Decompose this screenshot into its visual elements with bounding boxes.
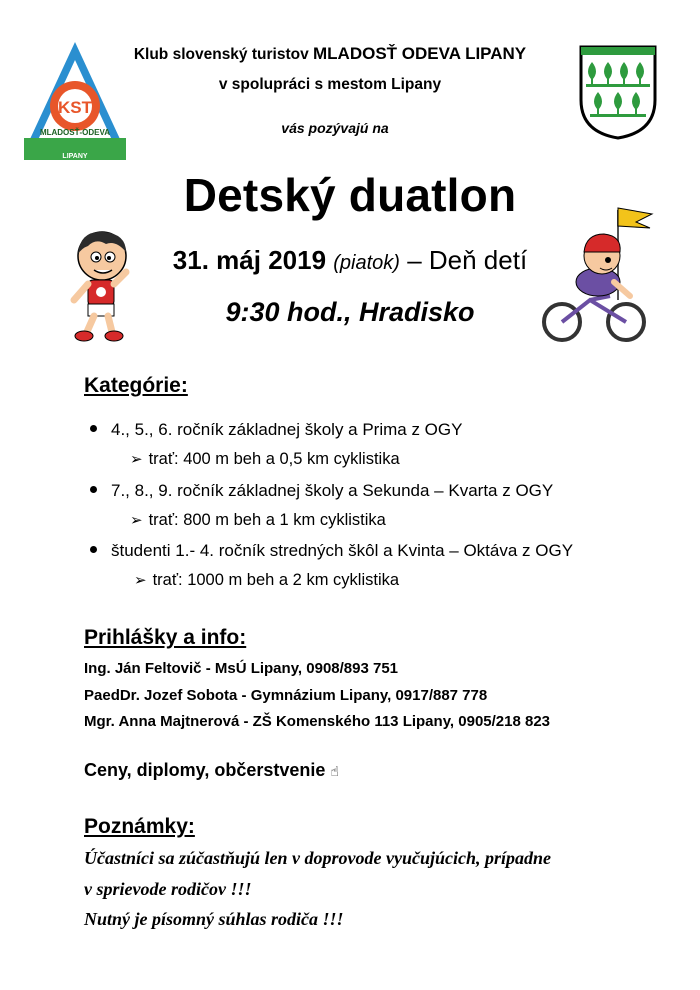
organizer-name: MLADOSŤ ODEVA LIPANY <box>313 44 527 63</box>
kst-place: LIPANY <box>62 153 88 160</box>
note-line: Účastníci sa zúčastňujú len v doprovode vyučujúcich, prípadne <box>84 848 552 868</box>
runner-boy-illustration <box>66 226 136 344</box>
track-label: trať: 400 m beh a 0,5 km cyklistika <box>148 450 400 468</box>
contact-line: PaedDr. Jozef Sobota - Gymnázium Lipany, 0917/887 778 <box>84 687 488 704</box>
organizer-line <box>120 44 540 64</box>
prizes-line <box>84 760 339 781</box>
category-label: študenti 1.- 4. ročník stredných škôl a Kvinta – Oktáva z OGY <box>111 541 574 560</box>
arrow-right-icon: ➢ <box>130 512 143 529</box>
category-item <box>90 541 573 561</box>
bullet-icon <box>90 546 97 553</box>
hand-pointing-icon: ☝ <box>330 763 339 779</box>
arrow-right-icon: ➢ <box>130 451 143 468</box>
contact-line: Ing. Ján Feltovič - MsÚ Lipany, 0908/893 751 <box>84 660 399 677</box>
cooperation-line: v spolupráci s mestom Lipany <box>218 76 442 93</box>
category-label: 4., 5., 6. ročník základnej školy a Prima z OGY <box>111 420 463 439</box>
track-label: trať: 800 m beh a 1 km cyklistika <box>148 511 386 529</box>
category-track <box>134 571 399 590</box>
category-item <box>90 481 553 501</box>
event-occasion: – Deň detí <box>407 245 528 275</box>
bullet-icon <box>90 486 97 493</box>
kst-caption: MLADOSŤ-ODEVA <box>39 128 111 137</box>
categories-heading: Kategórie: <box>84 374 188 397</box>
category-track <box>130 511 386 530</box>
coat-of-arms <box>578 44 658 140</box>
category-item <box>90 420 462 440</box>
kst-logo <box>22 40 128 162</box>
contact-line: Mgr. Anna Majtnerová - ZŠ Komenského 113 Lipany, 0905/218 823 <box>84 713 551 730</box>
info-heading: Prihlášky a info: <box>84 626 247 649</box>
invite-line: vás pozývajú na <box>281 120 389 136</box>
prizes-text: Ceny, diplomy, občerstvenie <box>84 760 326 780</box>
arrow-right-icon: ➢ <box>134 572 147 589</box>
notes-heading: Poznámky: <box>84 815 195 838</box>
event-date: 31. máj 2019 <box>172 245 327 275</box>
event-title: Detský duatlon <box>183 169 517 221</box>
category-track <box>130 450 400 469</box>
cyclist-illustration <box>540 200 658 346</box>
event-date-line <box>120 245 580 276</box>
kst-ring-text: KST <box>58 98 92 117</box>
note-line: v sprievode rodičov !!! <box>84 879 252 899</box>
event-time-place: 9:30 hod., Hradisko <box>225 297 475 327</box>
track-label: trať: 1000 m beh a 2 km cyklistika <box>152 571 400 589</box>
organizer-prefix: Klub slovenský turistov <box>133 46 309 63</box>
note-line: Nutný je písomný súhlas rodiča !!! <box>84 909 344 929</box>
category-label: 7., 8., 9. ročník základnej školy a Sekunda – Kvarta z OGY <box>111 481 554 500</box>
event-weekday: (piatok) <box>333 252 400 274</box>
bullet-icon <box>90 425 97 432</box>
